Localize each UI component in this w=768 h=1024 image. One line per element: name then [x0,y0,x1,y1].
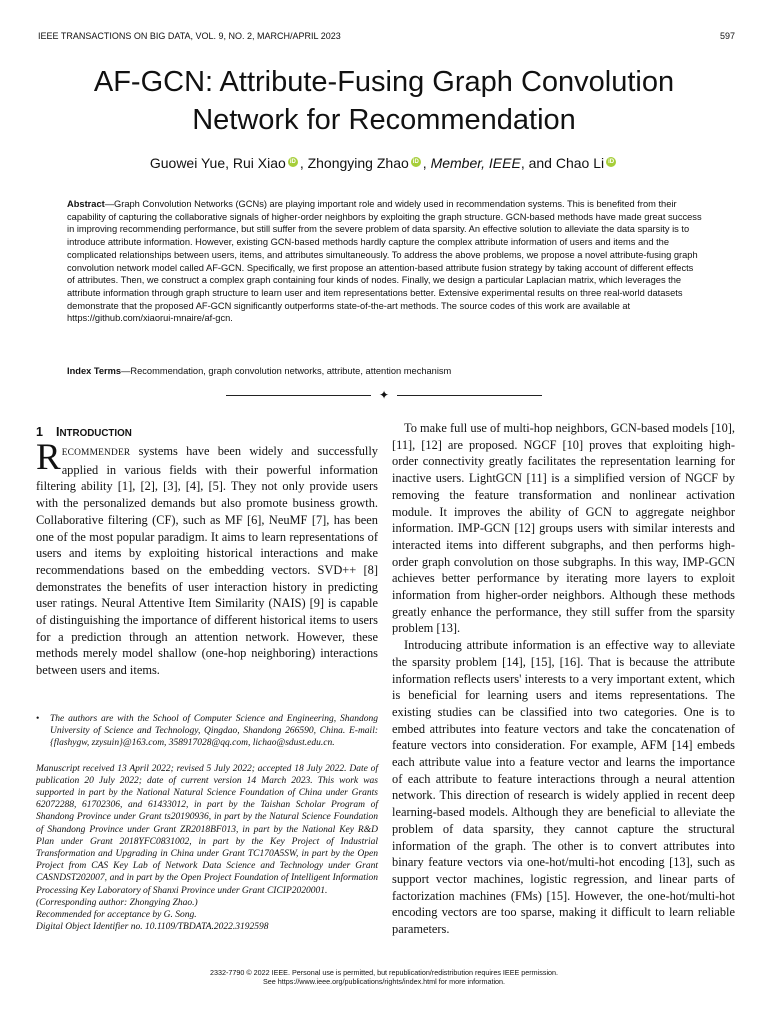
author-list: Guowei Yue, Rui Xiao iD , Zhongying Zhao iD , Member, IEEE, and Chao Li iD [149,155,615,171]
affiliation-text: The authors are with the School of Computer Science and Engineering, Shandong University of Science and Technology, Qingdao, Shandong 266590, China. E-mail: {flashygw, zzysuin}@163.com, 358917028@qq.com, lichao@sdust.edu.cn. [50,714,378,749]
attribute-paragraph-text: Introducing attribute information is an effective way to alleviate the sparsity problem [14], [15], [16]. That is because the attribute information reflects users' interests to a very important extent, which is beneficial for learning users and items representations. The existing studies can be classified into two categories. One is to embed attributes into feature vectors and take the concatenation of feature vectors into consideration. For example, AFM [14] embeds each attribute value into a feature vector and learns the importance of each attribute to feature interactions through a neural attention network. This direction of research is widely applied in recent deep learning-based models. Although they are beneficial to alleviate the problem of data sparsity, they cannot capture the structural information of the graph. The other is to convert attributes into binary feature vectors via one-hot/multi-hot encoding [13], such as support vector machines, logistic regression, and linear parts of factorization machines (FMs) [15]. However, the one-hot/multi-hot encoding vectors are too sparse, making it difficult to learn reliable parameters. [392,638,735,937]
abstract-label: Abstract [67,199,105,209]
drop-cap: R [36,437,61,478]
title-line-1: AF-GCN: Attribute-Fusing Graph Convolution [93,66,675,98]
orcid-icon[interactable]: iD [412,159,419,165]
intro-text: systems have been widely and successfully applied in various fields with their powerful information filtering ability [1], [2], [3], [4], [5]. They not only provide users with the personalized demands but also promote business growth. Collaborative filtering (CF), such as MF [6], NeuMF [7], has been one of the most popular paradigm. It aims to learn representations of users and items by exploiting historical interactions and make recommendations based on the embedding vectors. SVD++ [8] demonstrates the benefits of user interaction history in predicting user ratings. Neural Attentive Item Similarity (NAIS) [9] is capable of distinguishing the importance of different historical items to users for a prediction through an attention network. However, these methods merely model shallow (one-hop neighboring) interactions between users and items. [36,444,378,678]
divider-star-icon: ✦ [378,388,390,402]
lead-smallcaps: ECOMMENDER [61,448,131,458]
abstract [67,198,703,325]
section-divider [226,388,542,402]
orcid-icon[interactable]: iD [289,159,296,165]
manuscript-note: Manuscript received 13 April 2022; revised 5 July 2022; accepted 18 July 2022. Date of publication 20 July 2022; date of current version 14 March 2023. This work was supported in part by the National Natural Science Foundation of China under Grants 62072288, 61702306, and 61433012, in part by the Taishan Scholar Program of Shandong Province under Grant ts20190936, in part by the Natural Science Foundation of Shandong Province under Grant ZR2018BF013, in part by the National Key R&D Plan under Grant 2018YFC0831002, in part by the Key Project of Industrial Transformation and Upgrading in China under Grant TC170A5SW, in part by the Open Project from CAS Key Lab of Network Data Science and Technology under Grant CASNDST202007, and in part by the Open Project Foundation of Intelligent Information Processing Key Laboratory of Shanxi Province under Grant CICIP2020001. [36,763,378,896]
intro-paragraph-1 [36,437,378,679]
abstract-text: —Graph Convolution Networks (GCNs) are playing important role and widely used in recommendation systems. This is benefited from their capability of capturing the collaborative signals of higher-order neighbors by exploiting the graph structure. GCN-based methods have made great success in improving recommending performance, but still suffer from the severe problem of data sparsity. An effective solution to alleviate the data sparsity is to introduce attribute information. However, existing GCN-based methods hardly capture the complex attribute information of users and items and the complicated relationships between users, items, and attributes simultaneously. To address the above problems, we propose a novel attribute-fusing graph convolution network model called AF-GCN. Specifically, we first propose an attention-based attribute fusion strategy by taking account of different effects of attributes. Then, we construct a complex graph containing four kinds of nodes. Finally, we design a particular Laplacian matrix, which leverages the attribute information through graph structure to learn user and item representations better. Extensive experimental results on three real-world datasets demonstrate that the proposed AF-GCN significantly outperforms state-of-the-art methods. The source codes of this work are available at https://github.com/xiaorui-mnaire/af-gcn. [67,199,702,324]
affiliation-note [36,713,378,750]
divider-line-right [397,395,542,396]
left-column [36,423,378,679]
right-paragraph-2 [392,637,735,938]
corresponding-author-note: (Corresponding author: Zhongying Zhao.) [36,897,198,908]
doi-note: Digital Object Identifier no. 10.1109/TBDATA.2022.3192598 [36,922,269,933]
section-heading [36,423,378,443]
index-terms [67,365,703,378]
section-number: 1 [36,425,43,439]
divider-line-left [226,395,371,396]
index-terms-text: —Recommendation, graph convolution networks, attribute, attention mechanism [121,366,452,376]
right-paragraph-1 [392,420,735,637]
rights-link-line: See https://www.ieee.org/publications/rights/index.html for more information. [262,977,506,986]
journal-info: IEEE TRANSACTIONS ON BIG DATA, VOL. 9, NO. 2, MARCH/APRIL 2023 [38,31,341,41]
copyright-line: 2332-7790 © 2022 IEEE. Personal use is permitted, but republication/redistribution requires IEEE permission. [209,968,559,977]
section-title-rest: NTRODUCTION [59,428,132,439]
author-names-3: , and Chao Li [520,155,605,171]
author-names-1: Guowei Yue, Rui Xiao [149,155,286,171]
bullet-icon: • [36,714,40,724]
index-terms-label: Index Terms [67,366,122,376]
title-line-2: Network for Recommendation [192,104,576,136]
recommended-note: Recommended for acceptance by G. Song. [36,910,197,921]
first-page-footnotes [36,713,378,933]
author-membership: Member, IEEE [430,155,521,171]
copyright-footer [30,968,738,986]
paper-title [30,63,738,139]
author-names-2: , Zhongying Zhao [299,155,409,171]
section-title-initial: I [55,425,60,439]
running-header [38,31,735,45]
right-column [392,420,735,938]
orcid-icon[interactable]: iD [608,159,615,165]
page-number: 597 [719,31,735,41]
gcn-paragraph-text: To make full use of multi-hop neighbors, GCN-based models [10], [11], [12] are proposed. NGCF [10] proves that exploiting high-order connectivity greatly facilitates the representation learning for inactive users. LightGCN [11] is a simplified version of NGCF by removing the feature transformation and nonlinear activation module. It improves the ability of GCN to aggregate neighbor information. IMP-GCN [12] groups users with similar interests and interacted items into different subgraphs, and then performs high-order graph convolution on those subgraphs. In this way, IMP-GCN achieves better performance by iterating more layers to exploit information from higher-order neighbors. Although these methods greatly enhance the performance, they still suffer from the sparsity problem [13]. [392,421,735,636]
